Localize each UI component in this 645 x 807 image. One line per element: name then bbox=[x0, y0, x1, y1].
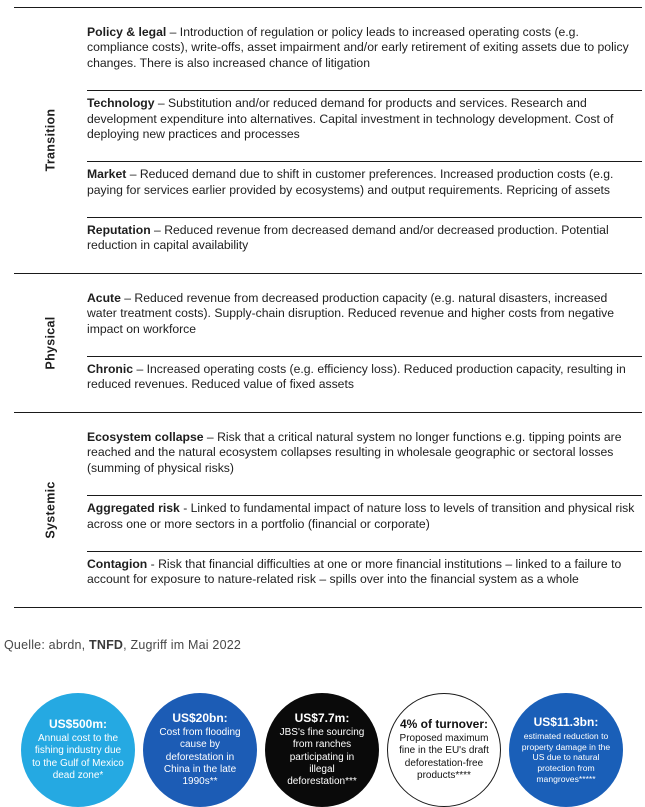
group-label-physical: Physical bbox=[43, 316, 58, 370]
group-rows bbox=[87, 413, 642, 607]
risk-desc: – Reduced demand due to shift in customer preferences. Increased production costs (e.g. paying for services earlier provided by ecosystems) and output requirements. Repricing of assets bbox=[87, 167, 614, 197]
source-prefix: Quelle: abrdn, bbox=[4, 637, 89, 652]
risk-group-physical bbox=[14, 273, 642, 412]
risk-term: Policy & legal bbox=[87, 25, 167, 40]
stat-headline: 4% of turnover: bbox=[399, 717, 488, 732]
group-label-transition: Transition bbox=[43, 109, 58, 172]
risk-group-transition bbox=[14, 8, 642, 273]
group-rows bbox=[87, 274, 642, 412]
source-bold-tnfd: TNFD bbox=[89, 637, 124, 652]
risk-row-aggregated-risk bbox=[87, 495, 642, 539]
risk-term: Chronic bbox=[87, 362, 134, 377]
group-label-cell bbox=[14, 274, 87, 412]
group-label-systemic: Systemic bbox=[43, 481, 58, 539]
risk-term: Reputation bbox=[87, 223, 151, 238]
risk-desc: – Reduced revenue from decreased production capacity (e.g. natural disasters, increased water treatment costs). Supply-chain disruption. Reduced revenue and higher costs from negative impact on workforce bbox=[87, 291, 615, 336]
source-suffix: , Zugriff im Mai 2022 bbox=[123, 637, 242, 652]
risk-row-acute bbox=[87, 286, 642, 344]
risk-desc: - Linked to fundamental impact of nature loss to levels of transition and physical risk across one or more sectors in a portfolio (financial or corporate) bbox=[87, 501, 635, 531]
group-rows bbox=[87, 8, 642, 273]
stat-circles-row bbox=[21, 693, 645, 807]
risk-desc: – Increased operating costs (e.g. efficiency loss). Reduced production capacity, resulting in reduced revenues. Reduced value of fixed assets bbox=[87, 362, 626, 392]
risk-desc: – Risk that a critical natural system no longer functions e.g. tipping points are reached and the natural ecosystem collapses resulting in wholesale geographic or sectoral losses (summing of physical risks) bbox=[87, 430, 622, 475]
risk-term: Ecosystem collapse bbox=[87, 430, 204, 445]
group-label-cell bbox=[14, 8, 87, 273]
stat-circle-us20bn bbox=[143, 693, 257, 807]
risk-term: Contagion bbox=[87, 557, 148, 571]
stat-body: Annual cost to the fishing industry due to the Gulf of Mexico dead zone* bbox=[32, 733, 124, 782]
risk-row-technology bbox=[87, 90, 642, 149]
stat-headline: US$11.3bn: bbox=[533, 715, 599, 730]
risk-desc: - Risk that financial difficulties at one or more financial institutions – linked to a failure to account for exposure to nature-related risk – spills over into the financial system as a whole bbox=[87, 557, 622, 587]
risk-group-systemic bbox=[14, 412, 642, 607]
risk-row-contagion bbox=[87, 551, 642, 595]
risk-desc: – Introduction of regulation or policy leads to increased operating costs (e.g. compliance costs), write-offs, asset impairment and/or early retirement of exiting assets due to policy changes. There is also increased chance of litigation bbox=[87, 25, 629, 70]
stat-circle-us7-7m bbox=[265, 693, 379, 807]
risk-term: Aggregated risk bbox=[87, 501, 180, 516]
stat-headline: US$7.7m: bbox=[294, 711, 350, 726]
stat-body: JBS's fine sourcing from ranches participating in illegal deforestation*** bbox=[279, 727, 365, 788]
risk-row-chronic bbox=[87, 356, 642, 400]
stat-circle-us11-3bn bbox=[509, 693, 623, 807]
stat-body: Proposed maximum fine in the EU's draft deforestation-free products**** bbox=[399, 733, 489, 782]
risk-term: Acute bbox=[87, 291, 121, 306]
source-line bbox=[4, 638, 645, 652]
group-label-cell bbox=[14, 413, 87, 607]
risk-row-market bbox=[87, 161, 642, 205]
risk-term: Market bbox=[87, 167, 127, 182]
stat-body: estimated reduction to property damage in the US due to natural protection from mangroves***** bbox=[521, 731, 611, 784]
risk-row-policy-legal bbox=[87, 20, 642, 78]
nature-risk-table bbox=[14, 7, 642, 608]
stat-headline: US$20bn: bbox=[172, 711, 228, 726]
risk-desc: – Reduced revenue from decreased demand and/or decreased production. Potential reduction in capital availability bbox=[87, 223, 609, 253]
stat-headline: US$500m: bbox=[48, 717, 108, 732]
stat-body: Cost from flooding cause by deforestation in China in the late 1990s** bbox=[159, 727, 241, 788]
stat-circle-4pct-turnover bbox=[387, 693, 501, 807]
stat-circle-us500m bbox=[21, 693, 135, 807]
risk-row-reputation bbox=[87, 217, 642, 261]
risk-row-ecosystem-collapse bbox=[87, 425, 642, 483]
risk-desc: – Substitution and/or reduced demand for products and services. Research and development expenditure into alternatives. Capital investment in technology development. Cost of deploying new practices and processes bbox=[87, 96, 614, 141]
risk-term: Technology bbox=[87, 96, 155, 111]
